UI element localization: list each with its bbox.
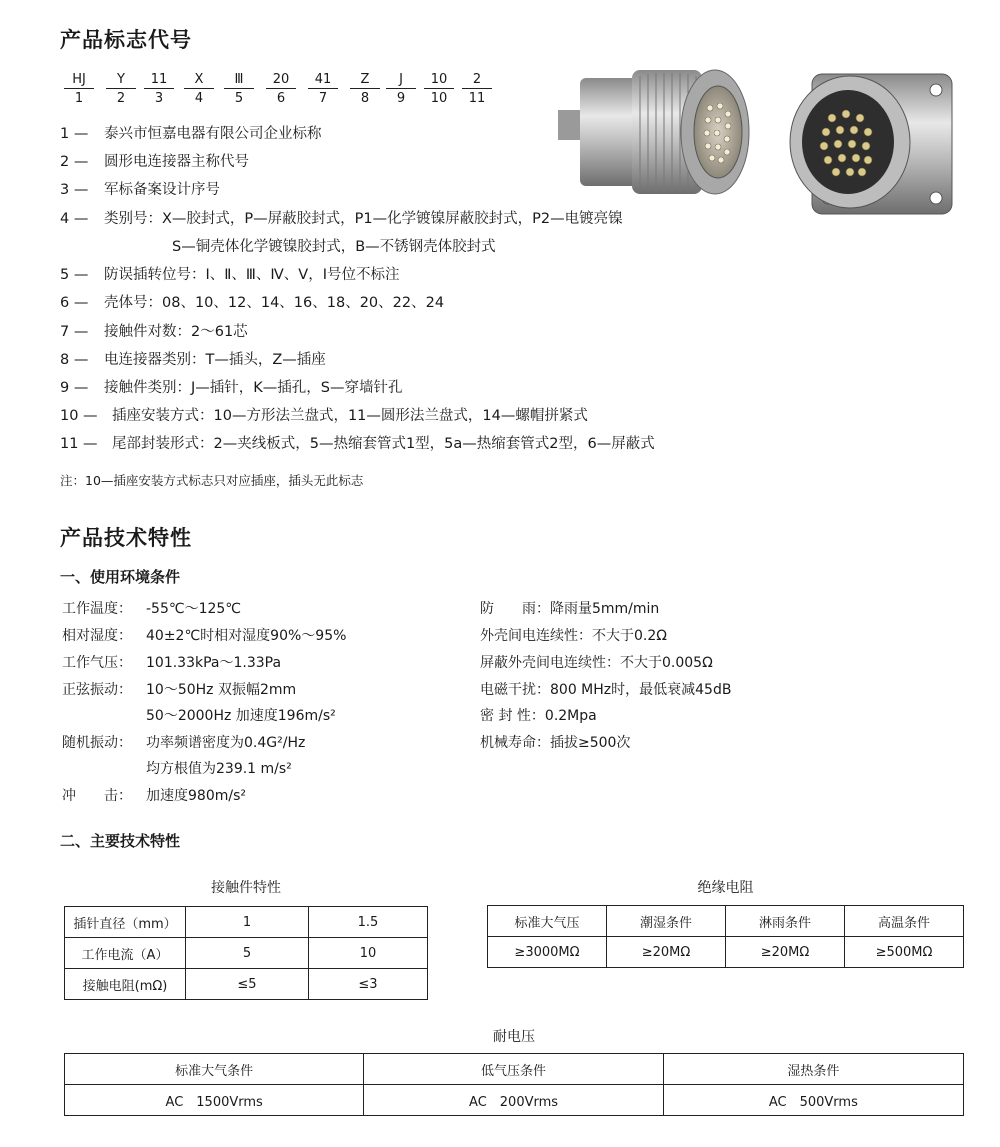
env-item: 均方根值为239.1 m/s²	[146, 761, 292, 777]
table-header: 标准大气压	[488, 906, 607, 937]
list-item: 11 — 尾部封装形式：2—夹线板式，5—热缩套管式1型，5a—热缩套管式2型，6—屏蔽式	[60, 436, 655, 452]
withstand-voltage-table	[64, 1053, 964, 1116]
table-cell: ≥3000MΩ	[488, 937, 607, 968]
list-item: 10 — 插座安装方式：10—方形法兰盘式，11—圆形法兰盘式，14—螺帽拼紧式	[60, 408, 588, 424]
table-cell: 1.5	[309, 907, 428, 938]
list-item: 1 — 泰兴市恒嘉电器有限公司企业标称	[60, 126, 322, 142]
code-part: 11	[144, 72, 174, 89]
code-index: 1	[74, 91, 84, 106]
env-item: 50～2000Hz 加速度196m/s²	[146, 708, 336, 724]
list-item: 3 — 军标备案设计序号	[60, 182, 220, 198]
code-part: 20	[266, 72, 296, 89]
table-header: 湿热条件	[663, 1054, 963, 1085]
table-cell: 5	[186, 938, 309, 969]
table-cell: ≥500MΩ	[845, 937, 964, 968]
env-item: 屏蔽外壳间电连续性：不大于0.005Ω	[480, 655, 713, 671]
list-item: 4 — 类别号：X—胶封式，P—屏蔽胶封式，P1—化学镀镍屏蔽胶封式，P2—电镀亮镍	[60, 211, 623, 227]
code-part: Ⅲ	[224, 72, 254, 89]
code-index: 9	[396, 91, 406, 106]
list-item: 8 — 电连接器类别：T—插头，Z—插座	[60, 352, 326, 368]
list-item: 6 — 壳体号：08、10、12、14、16、18、20、22、24	[60, 295, 445, 311]
table-row	[488, 906, 964, 937]
code-index: 3	[154, 91, 164, 106]
table-row	[65, 938, 428, 969]
subsection-main-specs: 二、主要技术特性	[60, 832, 181, 850]
env-item: 防 雨：降雨量5mm/min	[480, 601, 660, 617]
contact-characteristics-table	[64, 906, 428, 1000]
code-part: Z	[350, 72, 380, 89]
table-row	[65, 969, 428, 1000]
env-item: 外壳间电连续性：不大于0.2Ω	[480, 628, 667, 644]
code-index: 5	[234, 91, 244, 106]
env-item: 电磁干扰：800 MHz时，最低衰减45dB	[480, 682, 732, 698]
table-cell: ≥20MΩ	[726, 937, 845, 968]
connector-product-photo	[550, 40, 970, 230]
table-cell: AC 500Vrms	[663, 1085, 963, 1116]
env-item: 正弦振动： 10～50Hz 双振幅2mm	[62, 682, 297, 698]
table-cell: 插针直径（mm）	[65, 907, 186, 938]
table-cell: 1	[186, 907, 309, 938]
contact-table-caption: 接触件特性	[211, 880, 281, 896]
code-index: 11	[468, 91, 486, 106]
code-part: Y	[106, 72, 136, 89]
section-title-tech-specs: 产品技术特性	[60, 526, 192, 550]
env-item: 密 封 性：0.2Mpa	[480, 708, 597, 724]
env-item: 随机振动： 功率频谱密度为0.4G²/Hz	[62, 735, 306, 751]
insulation-resistance-table	[487, 905, 964, 968]
code-part: HJ	[64, 72, 94, 89]
code-index: 2	[116, 91, 126, 106]
table-cell: 接触电阻(mΩ)	[65, 969, 186, 1000]
code-index: 6	[276, 91, 286, 106]
env-item: 工作气压： 101.33kPa～1.33Pa	[62, 655, 282, 671]
code-part: 10	[424, 72, 454, 89]
list-item-continuation: S—铜壳体化学镀镍胶封式，B—不锈钢壳体胶封式	[172, 239, 496, 255]
list-item: 9 — 接触件类别：J—插针，K—插孔，S—穿墙针孔	[60, 380, 403, 396]
table-header: 低气压条件	[364, 1054, 663, 1085]
section-title-product-code: 产品标志代号	[60, 28, 192, 52]
table-header: 标准大气条件	[65, 1054, 364, 1085]
table-cell: AC 1500Vrms	[65, 1085, 364, 1116]
code-index: 8	[360, 91, 370, 106]
table-cell: 工作电流（A）	[65, 938, 186, 969]
code-part: 41	[308, 72, 338, 89]
code-part: J	[386, 72, 416, 89]
code-index: 10	[430, 91, 448, 106]
table-cell: 10	[309, 938, 428, 969]
list-item: 7 — 接触件对数：2～61芯	[60, 324, 248, 340]
table-cell: ≥20MΩ	[607, 937, 726, 968]
table-row	[65, 907, 428, 938]
table-row	[488, 937, 964, 968]
list-item: 5 — 防误插转位号：Ⅰ、Ⅱ、Ⅲ、Ⅳ、Ⅴ，Ⅰ号位不标注	[60, 267, 400, 283]
env-item: 冲 击： 加速度980m/s²	[62, 788, 246, 804]
table-header: 淋雨条件	[726, 906, 845, 937]
subsection-env-conditions: 一、使用环境条件	[60, 568, 181, 586]
table-header: 潮湿条件	[607, 906, 726, 937]
table-cell: AC 200Vrms	[364, 1085, 663, 1116]
env-item: 机械寿命：插拔≥500次	[480, 735, 631, 751]
voltage-table-caption: 耐电压	[493, 1029, 535, 1045]
insulation-table-caption: 绝缘电阻	[697, 880, 754, 896]
table-cell: ≤3	[309, 969, 428, 1000]
env-item: 相对湿度： 40±2℃时相对湿度90%～95%	[62, 628, 347, 644]
env-item: 工作温度： -55℃～125℃	[62, 601, 242, 617]
code-part: X	[184, 72, 214, 89]
table-cell: ≤5	[186, 969, 309, 1000]
table-row	[65, 1054, 964, 1085]
table-row	[65, 1085, 964, 1116]
note-text: 注：10—插座安装方式标志只对应插座，插头无此标志	[60, 473, 364, 488]
code-index: 4	[194, 91, 204, 106]
code-part: 2	[462, 72, 492, 89]
code-index: 7	[318, 91, 328, 106]
list-item: 2 — 圆形电连接器主称代号	[60, 154, 249, 170]
table-header: 高温条件	[845, 906, 964, 937]
